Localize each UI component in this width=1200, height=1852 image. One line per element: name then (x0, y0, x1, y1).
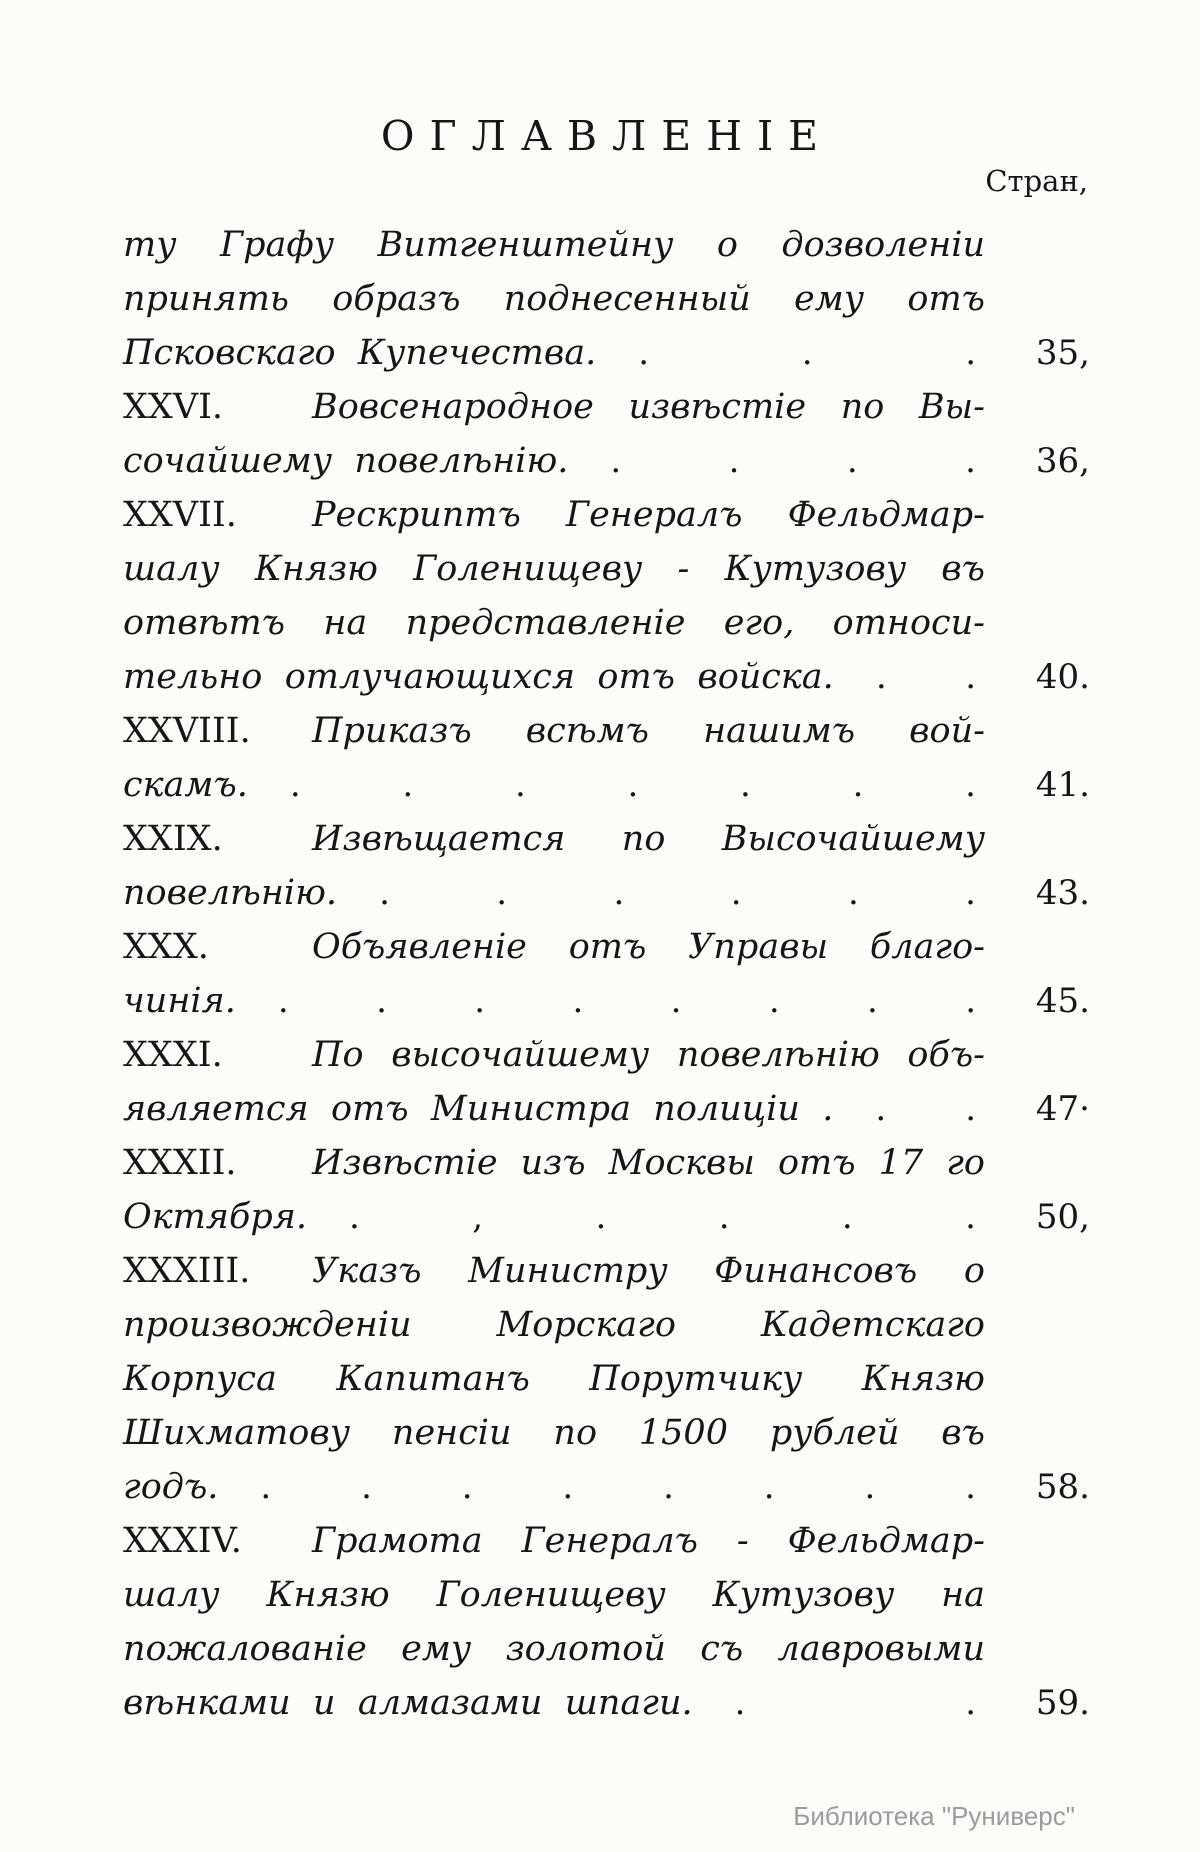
entry-text: Извѣстіе изъ Москвы отъ 17 го (312, 1143, 985, 1183)
page-number: 43. (1035, 873, 1090, 913)
page-number: 41. (1035, 765, 1090, 805)
leader-dot: . (277, 981, 289, 1021)
toc-row (123, 1622, 1090, 1676)
toc-row (123, 272, 1090, 326)
entry-text: Вовсенародное извѣстіе по Вы- (312, 387, 985, 427)
toc-row (123, 326, 1090, 380)
leader-dot: . (361, 1467, 372, 1507)
toc-row (123, 434, 1090, 488)
entry-text: принять образъ поднесенный ему отъ (123, 279, 985, 319)
page-column-header: Стран, (985, 164, 1088, 198)
leader-dot: . (613, 873, 625, 913)
leader-dot: . (627, 765, 639, 805)
entry-number: XXXI. (123, 1035, 223, 1075)
toc-row (123, 1406, 1090, 1460)
toc-row (123, 380, 1090, 434)
toc-row (123, 542, 1090, 596)
entry-number: XXVII. (123, 495, 237, 535)
entry-text: произвожденіи Морскаго Кадетскаго (123, 1305, 985, 1345)
entry-text: сочайшему повелѣнію. (123, 441, 569, 481)
leader-dot: . (595, 1197, 607, 1237)
leader-dot: . (474, 981, 486, 1021)
leader-dot: . (965, 1683, 976, 1723)
library-watermark: Библиотека "Руниверс" (793, 1801, 1075, 1831)
entry-text: скамъ. (123, 765, 248, 805)
leader-dot: . (875, 657, 887, 697)
leader-dot: . (260, 1467, 272, 1507)
toc-row (123, 866, 1090, 920)
leader-dot: . (496, 873, 508, 913)
toc-row (123, 1190, 1090, 1244)
entry-text: вѣнками и алмазами шпаги. (123, 1683, 693, 1723)
page-title: ОГЛАВЛЕНІЕ (380, 112, 834, 160)
entry-text: чинія. (123, 981, 236, 1021)
toc-list (123, 218, 1090, 1730)
leader-dot: . (740, 765, 751, 805)
entry-number: XXVI. (123, 387, 224, 427)
leader-dot: . (965, 657, 976, 697)
entry-text: Грамота Генералъ - Фельдмар- (312, 1521, 985, 1561)
entry-text: Объявленіе отъ Управы благо- (312, 927, 985, 967)
leader-dot: . (730, 873, 742, 913)
dot-leader (638, 326, 976, 380)
dot-leader (278, 974, 976, 1028)
leader-dot: . (846, 441, 858, 481)
leader-dot: . (864, 1467, 876, 1507)
entry-text: повелѣнію. (123, 873, 338, 913)
leader-dot: . (562, 1467, 574, 1507)
leader-dot: . (514, 765, 526, 805)
leader-dot: . (875, 1089, 887, 1129)
leader-dot: . (376, 981, 387, 1021)
entry-text: ту Графу Витгенштейну о дозволеніи (123, 225, 985, 265)
dot-leader (875, 1082, 976, 1136)
toc-row (123, 758, 1090, 812)
leader-dot: . (461, 1467, 473, 1507)
page-number: 47· (1035, 1089, 1090, 1129)
entry-number: XXX. (123, 927, 209, 967)
toc-row (123, 1460, 1090, 1514)
entry-number: XXVIII. (123, 711, 251, 751)
leader-dot: . (847, 873, 859, 913)
leader-dot: . (663, 1467, 674, 1507)
leader-dot: . (867, 981, 878, 1021)
entry-text: Приказъ всѣмъ нашимъ вой- (312, 711, 985, 751)
page-number: 58. (1035, 1467, 1090, 1507)
leader-dot: . (965, 333, 976, 373)
entry-text: Рескриптъ Генералъ Фельдмар- (312, 495, 985, 535)
entry-number: XXIX. (123, 819, 223, 859)
leader-dot: . (734, 1683, 746, 1723)
leader-dot: . (402, 765, 414, 805)
toc-row (123, 650, 1090, 704)
toc-row (123, 218, 1090, 272)
leader-dot: . (638, 333, 650, 373)
leader-dot: . (965, 1197, 976, 1237)
entry-text: Октября. (123, 1197, 308, 1237)
leader-dot: . (852, 765, 864, 805)
entry-text: является отъ Министра полиціи . (123, 1089, 834, 1129)
leader-dot: . (289, 765, 301, 805)
dot-leader (290, 758, 976, 812)
toc-row (123, 704, 1090, 758)
dot-leader (379, 866, 976, 920)
entry-text: годъ. (123, 1467, 219, 1507)
leader-dot: . (572, 981, 584, 1021)
page-number: 36, (1035, 441, 1090, 481)
entry-text: пожалованіе ему золотой съ лавровыми (123, 1629, 985, 1669)
leader-dot: . (965, 1089, 976, 1129)
page-number: 50, (1035, 1197, 1090, 1237)
page-number: 59. (1035, 1683, 1090, 1723)
toc-row (123, 596, 1090, 650)
dot-leader (876, 650, 976, 704)
leader-dot: . (801, 333, 813, 373)
leader-dot: . (610, 441, 622, 481)
page-number: 35, (1035, 333, 1090, 373)
toc-row (123, 1352, 1090, 1406)
leader-dot: , (472, 1197, 484, 1237)
toc-row (123, 974, 1090, 1028)
leader-dot: . (965, 873, 976, 913)
leader-dot: . (841, 1197, 853, 1237)
entry-number: XXXIII. (123, 1251, 251, 1291)
page-number: 40. (1035, 657, 1090, 697)
toc-row (123, 920, 1090, 974)
toc-row (123, 1028, 1090, 1082)
toc-row (123, 1136, 1090, 1190)
toc-row (123, 1298, 1090, 1352)
leader-dot: . (965, 441, 976, 481)
toc-row (123, 1082, 1090, 1136)
dot-leader (735, 1676, 976, 1730)
leader-dot: . (718, 1197, 730, 1237)
entry-text: тельно отлучающихся отъ войска. (123, 657, 834, 697)
entry-text: Шихматову пенсіи по 1500 рублей въ (123, 1413, 985, 1453)
toc-row (123, 1244, 1090, 1298)
entry-text: По высочайшему повелѣнію объ- (312, 1035, 985, 1075)
toc-row (123, 1676, 1090, 1730)
toc-row (123, 1514, 1090, 1568)
leader-dot: . (728, 441, 740, 481)
entry-text: отвѣтъ на представленіе его, относи- (123, 603, 985, 643)
leader-dot: . (379, 873, 390, 913)
leader-dot: . (349, 1197, 360, 1237)
dot-leader (349, 1190, 976, 1244)
leader-dot: . (763, 1467, 775, 1507)
dot-leader (610, 434, 976, 488)
entry-number: XXXII. (123, 1143, 237, 1183)
leader-dot: . (768, 981, 780, 1021)
entry-text: Корпуса Капитанъ Порутчику Князю (123, 1359, 985, 1399)
leader-dot: . (965, 765, 976, 805)
dot-leader (260, 1460, 976, 1514)
entry-text: Указъ Министру Финансовъ о (312, 1251, 985, 1291)
entry-text: шалу Князю Голенищеву - Кутузову въ (123, 549, 985, 589)
entry-text: Псковскаго Купечества. (123, 333, 597, 373)
page-number: 45. (1035, 981, 1090, 1021)
toc-row (123, 488, 1090, 542)
leader-dot: . (965, 1467, 976, 1507)
toc-row (123, 812, 1090, 866)
leader-dot: . (670, 981, 682, 1021)
entry-text: Извѣщается по Высочайшему (312, 819, 985, 859)
toc-row (123, 1568, 1090, 1622)
leader-dot: . (965, 981, 976, 1021)
entry-number: XXXIV. (123, 1521, 242, 1561)
entry-text: шалу Князю Голенищеву Кутузову на (123, 1575, 985, 1615)
